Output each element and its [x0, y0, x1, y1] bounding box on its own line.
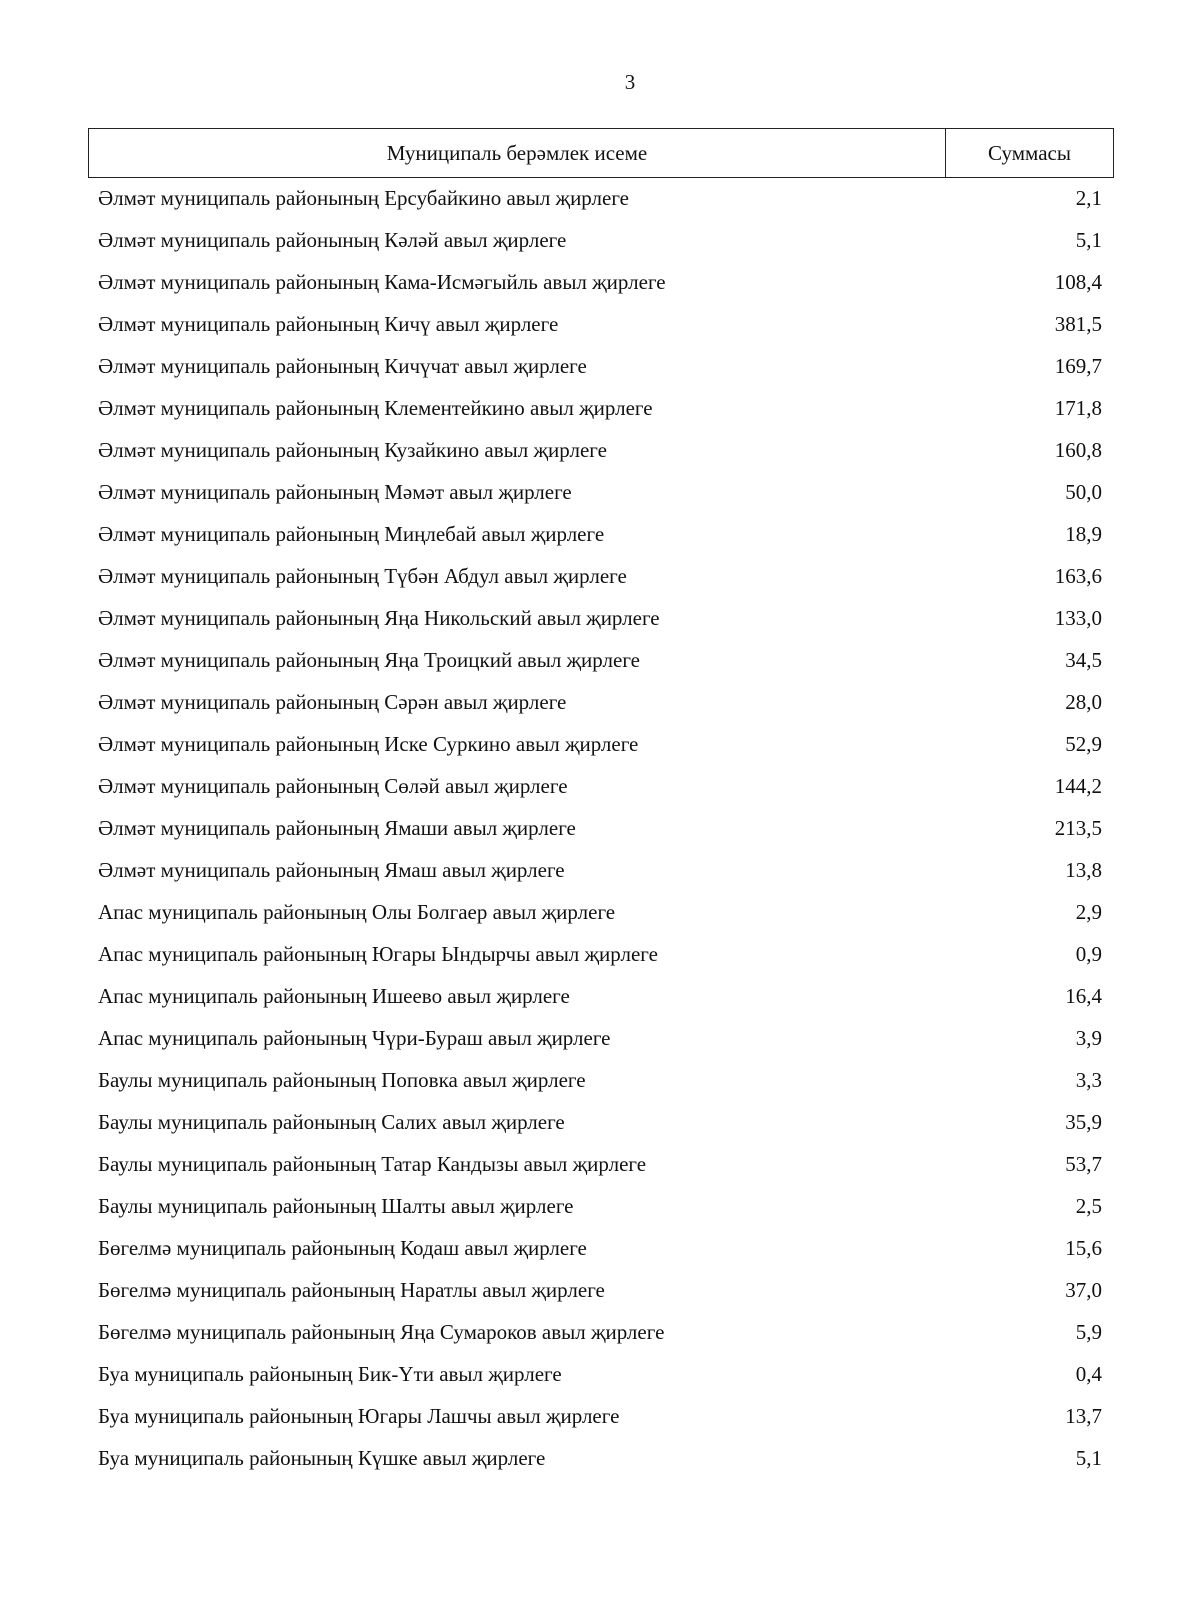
municipality-name-cell: Буа муниципаль районының Бик-Үти авыл җирлеге	[98, 1361, 562, 1386]
municipality-name-cell: Баулы муниципаль районының Поповка авыл җирлеге	[98, 1067, 586, 1092]
sum-cell: 52,9	[1065, 731, 1102, 756]
sum-cell: 18,9	[1065, 521, 1102, 546]
municipality-name-cell: Бөгелмә муниципаль районының Яңа Сумароков авыл җирлеге	[98, 1319, 665, 1344]
municipality-name-cell: Әлмәт муниципаль районының Ерсубайкино авыл җирлеге	[98, 185, 629, 210]
sum-cell: 13,7	[1065, 1403, 1102, 1428]
sum-cell: 5,1	[1075, 1445, 1102, 1470]
sum-cell: 34,5	[1065, 647, 1102, 672]
table-row	[88, 345, 1114, 387]
table-row	[88, 1311, 1114, 1353]
sum-cell: 37,0	[1065, 1277, 1102, 1302]
sum-cell: 169,7	[1054, 353, 1102, 378]
sum-cell: 213,5	[1054, 815, 1102, 840]
table-row	[88, 639, 1114, 681]
table-row	[88, 723, 1114, 765]
sum-cell: 381,5	[1054, 311, 1102, 336]
sum-cell: 50,0	[1065, 479, 1102, 504]
municipality-name-cell: Әлмәт муниципаль районының Мәмәт авыл җирлеге	[98, 479, 572, 504]
municipality-name-cell: Әлмәт муниципаль районының Сөләй авыл җирлеге	[98, 773, 568, 798]
municipality-name-cell: Апас муниципаль районының Олы Болгаер авыл җирлеге	[98, 899, 616, 924]
table-row	[88, 1101, 1114, 1143]
table-body	[88, 177, 1114, 1479]
sum-cell: 5,9	[1075, 1319, 1102, 1344]
table-row	[88, 513, 1114, 555]
municipality-name-cell: Апас муниципаль районының Чүри-Бураш авыл җирлеге	[98, 1025, 611, 1050]
table-row	[88, 807, 1114, 849]
municipality-name-cell: Баулы муниципаль районының Салих авыл җирлеге	[98, 1109, 565, 1134]
municipality-name-cell: Әлмәт муниципаль районының Ямаш авыл җирлеге	[98, 857, 565, 882]
sum-cell: 133,0	[1054, 605, 1102, 630]
municipality-name-cell: Әлмәт муниципаль районының Кичү авыл җирлеге	[98, 311, 559, 336]
table-row	[88, 891, 1114, 933]
sum-cell: 53,7	[1065, 1151, 1102, 1176]
table-row	[88, 975, 1114, 1017]
municipality-name-cell: Әлмәт муниципаль районының Түбән Абдул авыл җирлеге	[98, 563, 627, 588]
municipality-name-cell: Бөгелмә муниципаль районының Кодаш авыл җирлеге	[98, 1235, 587, 1260]
sum-cell: 3,3	[1075, 1067, 1102, 1092]
sum-cell: 144,2	[1054, 773, 1102, 798]
sum-cell: 0,4	[1075, 1361, 1102, 1386]
table-row	[88, 1437, 1114, 1479]
table-row	[88, 1227, 1114, 1269]
sum-cell: 5,1	[1075, 227, 1102, 252]
municipality-name-cell: Әлмәт муниципаль районының Кичүчат авыл җирлеге	[98, 353, 587, 378]
table-row	[88, 1017, 1114, 1059]
sum-cell: 2,5	[1075, 1193, 1102, 1218]
table-row	[88, 1269, 1114, 1311]
municipality-name-cell: Апас муниципаль районының Югары Ындырчы авыл җирлеге	[98, 941, 658, 966]
header-municipality-name: Муниципаль берәмлек исеме	[89, 129, 946, 177]
municipality-name-cell: Әлмәт муниципаль районының Сәрән авыл җирлеге	[98, 689, 567, 714]
table-row	[88, 933, 1114, 975]
table-row	[88, 177, 1114, 219]
sum-cell: 13,8	[1065, 857, 1102, 882]
header-sum: Суммасы	[988, 140, 1071, 165]
table-row	[88, 1395, 1114, 1437]
table-header	[88, 128, 1114, 178]
municipality-name-cell: Әлмәт муниципаль районының Иске Суркино авыл җирлеге	[98, 731, 639, 756]
table-row	[88, 471, 1114, 513]
municipality-name-cell: Әлмәт муниципаль районының Яңа Троицкий авыл җирлеге	[98, 647, 640, 672]
sum-cell: 0,9	[1075, 941, 1102, 966]
sum-cell: 108,4	[1054, 269, 1102, 294]
municipality-name-cell: Әлмәт муниципаль районының Яңа Никольский авыл җирлеге	[98, 605, 660, 630]
table-row	[88, 1353, 1114, 1395]
municipality-name-cell: Әлмәт муниципаль районының Кама-Исмәгыйль авыл җирлеге	[98, 269, 666, 294]
sum-cell: 2,1	[1075, 185, 1102, 210]
table-row	[88, 555, 1114, 597]
table-row	[88, 849, 1114, 891]
sum-cell: 160,8	[1054, 437, 1102, 462]
sum-cell: 3,9	[1075, 1025, 1102, 1050]
table-row	[88, 303, 1114, 345]
municipality-name-cell: Баулы муниципаль районының Шалты авыл җирлеге	[98, 1193, 574, 1218]
municipality-name-cell: Әлмәт муниципаль районының Кузайкино авыл җирлеге	[98, 437, 607, 462]
sum-cell: 2,9	[1075, 899, 1102, 924]
sum-cell: 28,0	[1065, 689, 1102, 714]
table-row	[88, 597, 1114, 639]
sum-cell: 35,9	[1065, 1109, 1102, 1134]
municipality-name-cell: Әлмәт муниципаль районының Миңлебай авыл җирлеге	[98, 521, 605, 546]
municipality-name-cell: Бөгелмә муниципаль районының Наратлы авыл җирлеге	[98, 1277, 605, 1302]
municipality-name-cell: Буа муниципаль районының Югары Лашчы авыл җирлеге	[98, 1403, 620, 1428]
table-row	[88, 429, 1114, 471]
municipality-name-cell: Баулы муниципаль районының Татар Кандызы авыл җирлеге	[98, 1151, 647, 1176]
sum-cell: 16,4	[1065, 983, 1102, 1008]
table-row	[88, 681, 1114, 723]
table-row	[88, 1143, 1114, 1185]
municipality-name-cell: Әлмәт муниципаль районының Ямаши авыл җирлеге	[98, 815, 576, 840]
table-row	[88, 1185, 1114, 1227]
table-row	[88, 765, 1114, 807]
sum-cell: 15,6	[1065, 1235, 1102, 1260]
table-row	[88, 1059, 1114, 1101]
municipality-name-cell: Буа муниципаль районының Күшке авыл җирлеге	[98, 1445, 546, 1470]
table-row	[88, 219, 1114, 261]
table-row	[88, 261, 1114, 303]
page-number: 3	[624, 70, 636, 94]
sum-cell: 171,8	[1054, 395, 1102, 420]
table-row	[88, 387, 1114, 429]
municipality-name-cell: Әлмәт муниципаль районының Кәләй авыл җирлеге	[98, 227, 567, 252]
municipality-name-cell: Апас муниципаль районының Ишеево авыл җирлеге	[98, 983, 570, 1008]
sum-cell: 163,6	[1054, 563, 1102, 588]
municipality-name-cell: Әлмәт муниципаль районының Клементейкино авыл җирлеге	[98, 395, 653, 420]
